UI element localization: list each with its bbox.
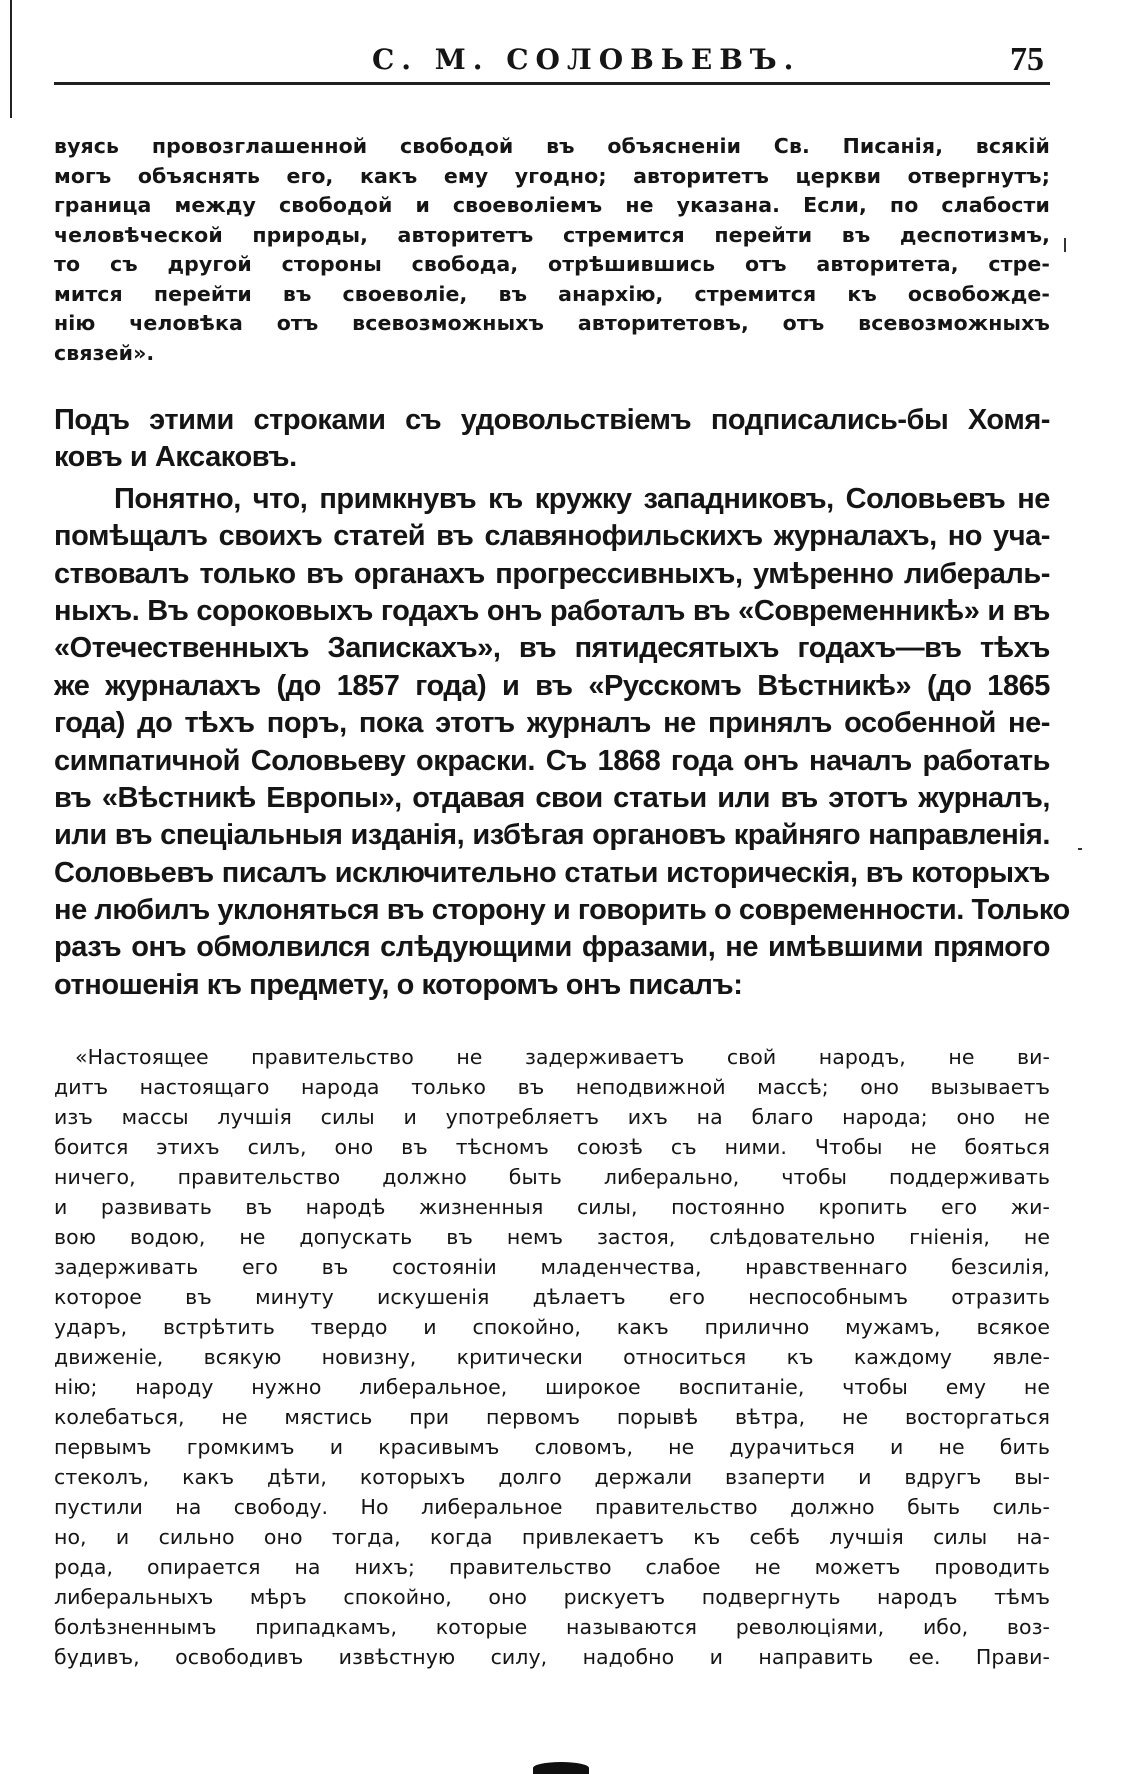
- paragraph-line: симпатичной Соловьеву окраски. Съ 1868 года онъ началъ работать: [54, 744, 1050, 777]
- paragraph-line: ковъ и Аксаковъ.: [54, 441, 297, 474]
- paragraph-line: не любилъ уклоняться въ сторону и говорить о современности. Только: [54, 894, 1070, 927]
- paragraph-line: «Отечественныхъ Запискахъ», въ пятидесятыхъ годахъ—въ тѣхъ: [54, 632, 1050, 665]
- quote-line: то съ другой стороны свобода, отрѣшившись отъ авторитета, стре-: [54, 252, 1050, 276]
- running-title: С. М. СОЛОВЬЕВЪ.: [372, 43, 801, 76]
- quote-line: человѣческой природы, авторитетъ стремится перейти въ деспотизмъ,: [54, 222, 1050, 247]
- quote-line: нію человѣка отъ всевозможныхъ авторитетовъ, отъ всевозможныхъ: [54, 311, 1050, 335]
- quote-line: могъ объяснять его, какъ ему угодно; авторитетъ церкви отвергнутъ;: [54, 163, 1050, 188]
- quote-line: «Настоящее правительство не задерживаетъ свой народъ, не ви-: [75, 1045, 1050, 1069]
- closing-quote: [54, 1042, 1050, 1672]
- quote-line: рода, опирается на нихъ; правительство слабое не можетъ проводить: [54, 1555, 1050, 1579]
- quote-line: болѣзненнымъ припадкамъ, которые называются революціями, ибо, воз-: [54, 1615, 1050, 1639]
- header-rule: [54, 82, 1050, 85]
- paragraph-line: или въ спеціальныя изданія, избѣгая органовъ крайняго направленія.: [54, 819, 1050, 852]
- paragraph-line: Соловьевъ писалъ исключительно статьи историческія, въ которыхъ: [54, 856, 1050, 889]
- paragraph-line: Понятно, что, примкнувъ къ кружку западниковъ, Соловьевъ не: [114, 482, 1050, 515]
- page-ornament: [533, 1762, 589, 1774]
- quote-line: вою водою, не допускать въ немъ застоя, слѣдовательно гніенія, не: [54, 1225, 1050, 1249]
- paragraph-line: Подъ этими строками съ удовольствіемъ подписались-бы Хомя-: [54, 404, 1050, 436]
- quote-line: стеколъ, какъ дѣти, которыхъ долго держали взаперти и вдругъ вы-: [54, 1465, 1050, 1489]
- quote-line: и развивать въ народѣ жизненныя силы, постоянно кропить его жи-: [54, 1195, 1050, 1219]
- paragraph-line: ствовалъ только въ органахъ прогрессивныхъ, умѣренно либераль-: [54, 557, 1050, 590]
- quote-line: связей».: [54, 340, 155, 365]
- quote-line: нію; народу нужно либеральное, широкое воспитаніе, чтобы ему не: [54, 1375, 1050, 1399]
- paragraph-line: же журналахъ (до 1857 года) и въ «Русскомъ Вѣстникѣ» (до 1865: [54, 669, 1050, 702]
- quote-line: дитъ настоящаго народа только въ неподвижной массѣ; оно вызываетъ: [54, 1075, 1050, 1099]
- paragraph-line: разъ онъ обмолвился слѣдующими фразами, не имѣвшими прямого: [54, 931, 1050, 964]
- quote-line: граница между свободой и своеволіемъ не указана. Если, по слабости: [54, 193, 1050, 217]
- quote-line: первымъ громкимъ и красивымъ словомъ, не дурачиться и не бить: [54, 1435, 1050, 1459]
- ink-mark: [1064, 238, 1066, 252]
- paragraph-line: въ «Вѣстникѣ Европы», отдавая свои статьи или въ этотъ журналъ,: [54, 781, 1050, 814]
- quote-line: ударъ, встрѣтить твердо и спокойно, какъ прилично мужамъ, всякое: [54, 1315, 1050, 1339]
- ink-mark: [1078, 848, 1082, 850]
- page-header: [54, 42, 1050, 86]
- main-text: [54, 402, 1070, 1004]
- paragraph-line: ныхъ. Въ сороковыхъ годахъ онъ работалъ въ «Современникѣ» и въ: [54, 594, 1050, 627]
- quote-line: будивъ, освободивъ извѣстную силу, надобно и направить ее. Прави-: [54, 1645, 1050, 1669]
- quote-line: которое въ минуту искушенія дѣлаетъ его неспособнымъ отразить: [54, 1285, 1050, 1309]
- page-number: 75: [1010, 41, 1044, 78]
- quote-line: колебаться, не мястись при первомъ порывѣ вѣтра, не восторгаться: [54, 1405, 1050, 1429]
- quote-line: движеніе, всякую новизну, критически относиться къ каждому явле-: [54, 1345, 1050, 1369]
- paragraph-line: помѣщалъ своихъ статей въ славянофильскихъ журналахъ, но уча-: [54, 520, 1050, 553]
- paragraph-line: года) до тѣхъ поръ, пока этотъ журналъ не принялъ особенной не-: [54, 707, 1050, 740]
- quote-line: вуясь провозглашенной свободой въ объясненіи Св. Писанія, всякій: [54, 134, 1050, 158]
- left-page-edge: [10, 0, 12, 118]
- quote-line: задерживать его въ состояніи младенчества, нравственнаго безсилія,: [54, 1255, 1050, 1279]
- quote-line: мится перейти въ своеволіе, въ анархію, стремится къ освобожде-: [54, 281, 1050, 306]
- quote-line: пустили на свободу. Но либеральное правительство должно быть силь-: [54, 1495, 1050, 1519]
- quote-line: ничего, правительство должно быть либерально, чтобы поддерживать: [54, 1165, 1050, 1189]
- quote-line: либеральныхъ мѣръ спокойно, оно рискуетъ подвергнуть народъ тѣмъ: [54, 1585, 1050, 1609]
- quote-line: но, и сильно оно тогда, когда привлекаетъ къ себѣ лучшія силы на-: [54, 1525, 1050, 1549]
- opening-quote: [54, 132, 1050, 368]
- paragraph-line: отношенія къ предмету, о которомъ онъ писалъ:: [54, 968, 743, 1001]
- quote-line: боится этихъ силъ, оно въ тѣсномъ союзѣ съ ними. Чтобы не бояться: [54, 1135, 1050, 1159]
- quote-line: изъ массы лучшія силы и употребляетъ ихъ на благо народа; оно не: [54, 1105, 1050, 1129]
